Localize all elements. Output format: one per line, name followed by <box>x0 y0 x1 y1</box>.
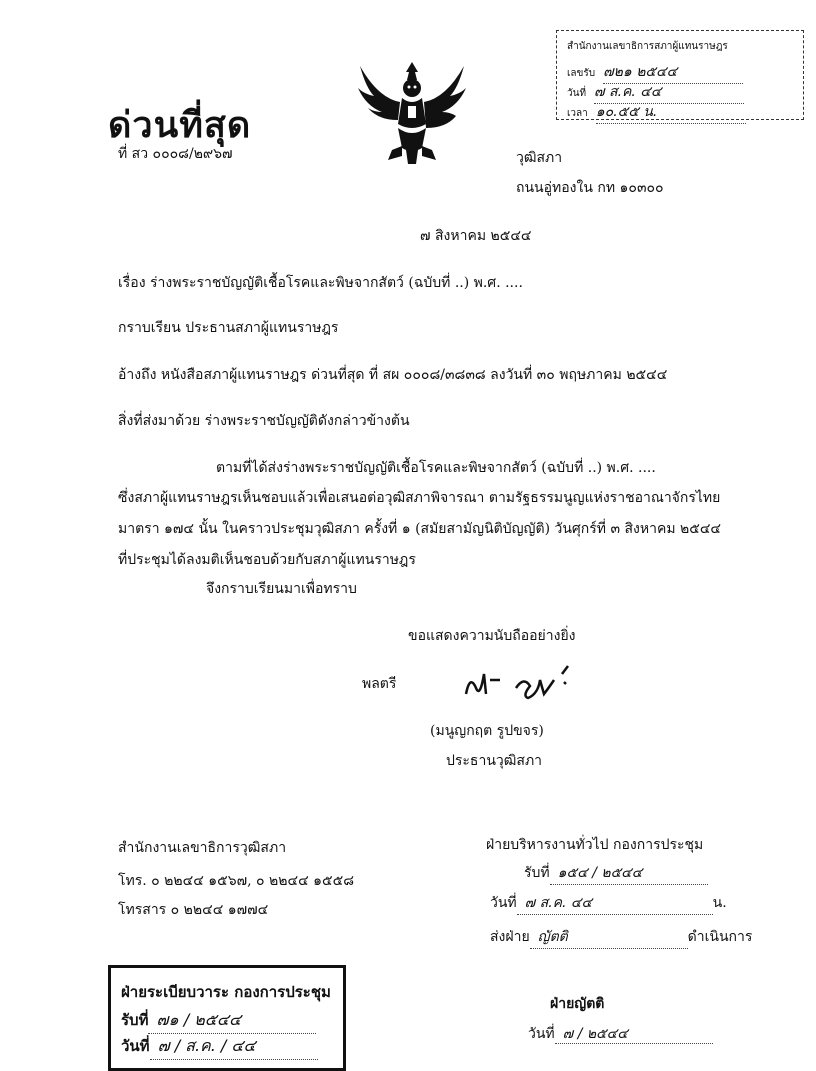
letter-enclosure: สิ่งที่ส่งมาด้วย ร่างพระราชบัญญัติดังกล่าวข้างต้น <box>118 413 410 429</box>
receiving-stamp-receipt-label: เลขรับ <box>567 68 596 79</box>
signer-title: ประธานวุฒิสภา <box>446 753 543 769</box>
garuda-emblem-icon <box>352 58 472 166</box>
general-admin-receipt-value: ๑๕๔ / ๒๕๔๔ <box>550 862 708 885</box>
handwritten-signature <box>458 664 598 704</box>
body-line-3: มาตรา ๑๗๔ นั้น ในคราวประชุมวุฒิสภา ครั้งที่ ๑ (สมัยสามัญนิติบัญญัติ) วันศุกร์ที่ ๓ สิงหาคม ๒๕๔๔ <box>118 521 722 537</box>
urgent-title: ด่วนที่สุด <box>108 104 252 146</box>
letter-subject: เรื่อง ร่างพระราชบัญญัติเชื้อโรคและพิษจากสัตว์ (ฉบับที่ ..) พ.ศ. .... <box>118 275 523 291</box>
letter-date: ๗ สิงหาคม ๒๕๔๔ <box>420 228 532 244</box>
motion-stamp-title: ฝ่ายญัตติ <box>550 996 605 1012</box>
signer-name: (มนูญกฤต รูปขจร) <box>430 723 544 739</box>
letter-salutation: กราบเรียน ประธานสภาผู้แทนราษฎร <box>118 320 339 336</box>
body-line-4: ที่ประชุมได้ลงมติเห็นชอบด้วยกับสภาผู้แทนราษฎร <box>118 552 416 568</box>
general-admin-receipt-label: รับที่ <box>524 865 550 881</box>
body-line-1: ตามที่ได้ส่งร่างพระราชบัญญัติเชื้อโรคและพิษจากสัตว์ (ฉบับที่ ..) พ.ศ. .... <box>216 460 656 476</box>
general-admin-send-value: ญัตติ <box>530 926 688 949</box>
receiving-stamp-time-label: เวลา <box>567 108 588 119</box>
receiving-stamp-receipt-value: ๗๒๑ ๒๕๔๔ <box>603 61 743 84</box>
motion-date-value: ๗ / ๒๕๔๔ <box>555 1026 713 1044</box>
letter-reference: อ้างถึง หนังสือสภาผู้แทนราษฎร ด่วนที่สุด ที่ สผ ๐๐๐๘/๓๘๓๘ ลงวันที่ ๓๐ พฤษภาคม ๒๕๔๔ <box>118 367 668 383</box>
complimentary-close: ขอแสดงความนับถืออย่างยิ่ง <box>408 628 576 644</box>
closing-line: จึงกราบเรียนมาเพื่อทราบ <box>206 581 357 597</box>
agenda-receipt-label: รับที่ <box>121 1011 149 1029</box>
general-admin-time-unit: น. <box>712 895 727 911</box>
body-line-2: ซึ่งสภาผู้แทนราษฎรเห็นชอบแล้วเพื่อเสนอต่อวุฒิสภาพิจารณา ตามรัฐธรรมนูญแห่งราชอาณาจักรไทย <box>118 490 721 506</box>
agenda-stamp <box>108 965 346 1071</box>
receiving-stamp-date-label: วันที่ <box>567 88 587 99</box>
receiving-stamp <box>556 30 804 120</box>
reference-number: ที่ สว ๐๐๐๘/๒๙๖๗ <box>118 146 233 162</box>
signer-rank: พลตรี <box>362 676 397 692</box>
general-admin-stamp-title: ฝ่ายบริหารงานทั่วไป กองการประชุม <box>486 837 704 853</box>
receiving-stamp-date-value: ๗ ส.ค. ๔๔ <box>594 81 744 104</box>
agenda-stamp-title: ฝ่ายระเบียบวาระ กองการประชุม <box>121 983 331 1001</box>
footer-fax: โทรสาร ๐ ๒๒๔๔ ๑๗๗๔ <box>118 902 269 918</box>
sender-org: วุฒิสภา <box>516 150 563 166</box>
sender-address: ถนนอู่ทองใน กท ๑๐๓๐๐ <box>516 180 664 196</box>
agenda-date-value: ๗ / ส.ค. / ๔๔ <box>150 1034 318 1060</box>
receiving-stamp-time-value: ๑๐.๕๕ น. <box>596 101 746 124</box>
general-admin-send-label: ส่งฝ่าย <box>490 929 530 945</box>
agenda-date-label: วันที่ <box>121 1037 150 1055</box>
general-admin-action-label: ดำเนินการ <box>687 929 753 945</box>
motion-stamp <box>520 990 760 1057</box>
general-admin-date-label: วันที่ <box>490 895 517 911</box>
footer-office: สำนักงานเลขาธิการวุฒิสภา <box>118 840 287 856</box>
general-admin-date-value: ๗ ส.ค. ๔๔ <box>517 892 713 915</box>
agenda-receipt-value: ๗๑ / ๒๕๔๔ <box>148 1008 316 1034</box>
receiving-stamp-org: สำนักงานเลขาธิการสภาผู้แทนราษฎร <box>567 41 728 52</box>
motion-date-label: วันที่ <box>528 1026 555 1042</box>
footer-phone: โทร. ๐ ๒๒๔๔ ๑๕๖๗, ๐ ๒๒๔๔ ๑๕๕๘ <box>118 873 355 889</box>
